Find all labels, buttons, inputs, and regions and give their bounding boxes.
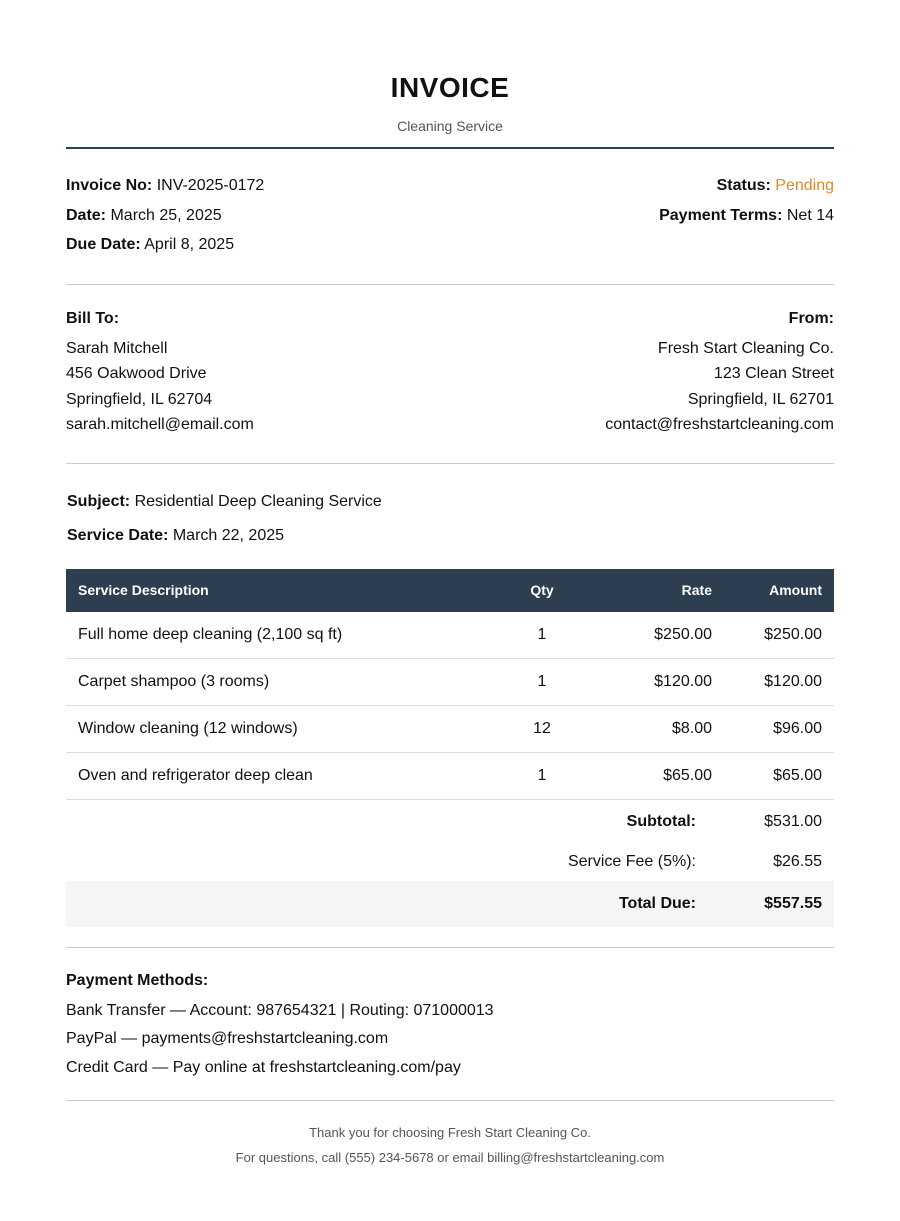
table-row (66, 752, 834, 799)
footer-thanks: Thank you for choosing Fresh Start Cleaning Co. (309, 1125, 591, 1140)
payment-method-bank: Bank Transfer — Account: 987654321 | Routing: 071000013 (66, 1001, 494, 1019)
payment-methods (66, 948, 834, 1101)
line-items-table (66, 569, 834, 800)
from-city: Springfield, IL 62701 (687, 390, 834, 408)
row-rate: $8.00 (584, 705, 724, 752)
service-date-line (67, 519, 834, 553)
subtotal-label: Subtotal: (626, 812, 696, 830)
status (659, 171, 834, 201)
total-due-row (66, 881, 834, 927)
invoice-number-value: INV-2025-0172 (156, 177, 265, 194)
from-email: contact@freshstartcleaning.com (605, 416, 834, 433)
from-label: From: (788, 309, 834, 327)
row-amount: $120.00 (724, 658, 834, 705)
row-qty: 1 (500, 658, 584, 705)
payment-terms (659, 201, 834, 231)
total-due-value: $557.55 (764, 894, 822, 912)
meta-right (659, 171, 834, 260)
bill-to-label: Bill To: (66, 309, 120, 327)
service-fee-row (66, 844, 834, 881)
bill-to (66, 306, 254, 438)
invoice-subtitle: Cleaning Service (397, 118, 503, 134)
row-qty: 1 (500, 752, 584, 799)
row-description: Full home deep cleaning (2,100 sq ft) (66, 612, 500, 659)
header-description: Service Description (78, 582, 209, 598)
header-amount: Amount (769, 582, 822, 598)
bill-to-email: sarah.mitchell@email.com (66, 416, 254, 433)
invoice-date-label: Date: (66, 206, 107, 224)
footer (66, 1101, 834, 1170)
payment-terms-label: Payment Terms: (659, 206, 783, 224)
payment-terms-value: Net 14 (786, 206, 834, 224)
row-description: Oven and refrigerator deep clean (66, 752, 500, 799)
row-qty: 12 (500, 705, 584, 752)
table-header-row (66, 569, 834, 612)
invoice-title: INVOICE (390, 72, 510, 103)
totals (66, 800, 834, 927)
row-amount: $96.00 (724, 705, 834, 752)
subject-line (67, 485, 834, 519)
row-rate: $65.00 (584, 752, 724, 799)
service-date-label: Service Date: (67, 526, 169, 544)
subject-value: Residential Deep Cleaning Service (134, 492, 382, 510)
subject-block (66, 464, 834, 553)
from-street: 123 Clean Street (713, 365, 834, 382)
subtotal-row (66, 800, 834, 844)
row-rate: $250.00 (584, 612, 724, 659)
invoice-number-label: Invoice No: (66, 177, 153, 194)
subtotal-value: $531.00 (764, 812, 822, 830)
row-amount: $65.00 (724, 752, 834, 799)
bill-to-name: Sarah Mitchell (66, 339, 168, 357)
table-row (66, 612, 834, 659)
payment-methods-label: Payment Methods: (66, 971, 209, 989)
service-date-value: March 22, 2025 (172, 526, 285, 544)
invoice-page (66, 0, 834, 1170)
invoice-header (66, 70, 834, 135)
bill-to-city: Springfield, IL 62704 (66, 390, 213, 408)
parties (66, 285, 834, 463)
payment-method-paypal: PayPal — payments@freshstartcleaning.com (66, 1030, 389, 1047)
row-amount: $250.00 (724, 612, 834, 659)
row-qty: 1 (500, 612, 584, 659)
due-date (66, 230, 264, 260)
total-due-label: Total Due: (618, 894, 696, 912)
meta-left (66, 171, 264, 260)
status-badge: Pending (775, 177, 834, 194)
header-rate: Rate (681, 582, 712, 598)
payment-method-card: Credit Card — Pay online at freshstartcleaning.com/pay (66, 1058, 461, 1076)
invoice-meta (66, 149, 834, 284)
footer-contact: For questions, call (555) 234-5678 or email billing@freshstartcleaning.com (235, 1150, 665, 1165)
from-name: Fresh Start Cleaning Co. (657, 339, 834, 357)
service-fee-value: $26.55 (773, 853, 822, 870)
row-description: Window cleaning (12 windows) (66, 705, 500, 752)
bill-to-street: 456 Oakwood Drive (66, 365, 207, 382)
row-description: Carpet shampoo (3 rooms) (66, 658, 500, 705)
invoice-date-value: March 25, 2025 (110, 206, 222, 224)
due-date-label: Due Date: (66, 236, 141, 253)
header-qty: Qty (530, 582, 554, 598)
from (605, 306, 834, 438)
row-rate: $120.00 (584, 658, 724, 705)
invoice-date (66, 201, 264, 231)
status-label: Status: (716, 177, 771, 194)
table-row (66, 705, 834, 752)
due-date-value: April 8, 2025 (144, 236, 235, 253)
table-row (66, 658, 834, 705)
subject-label: Subject: (67, 492, 131, 510)
invoice-number (66, 171, 264, 201)
service-fee-label: Service Fee (5%): (567, 853, 696, 870)
